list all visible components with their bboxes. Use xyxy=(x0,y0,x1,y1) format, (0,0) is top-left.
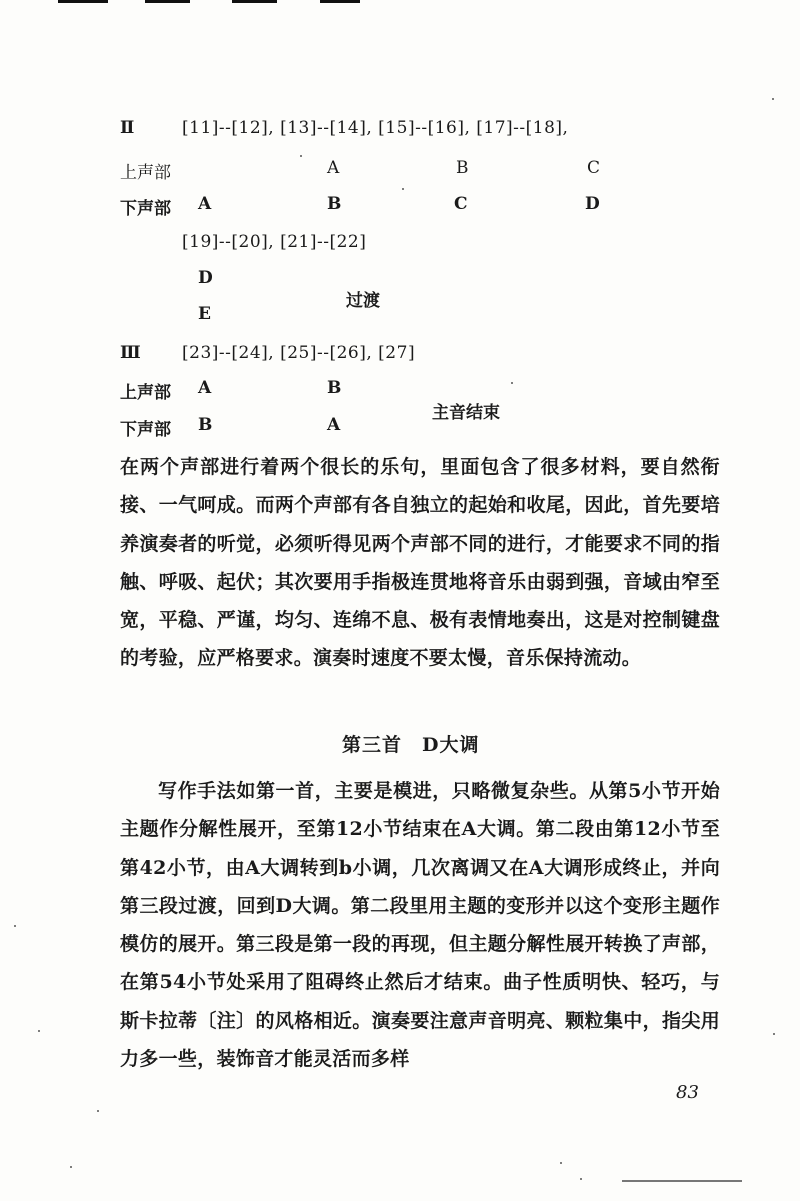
scan-edge-mark xyxy=(320,0,360,3)
section2-measures-line2: [19]--[20], [21]--[22] xyxy=(182,232,367,252)
section-roman-3: Ⅲ xyxy=(120,343,141,363)
section-heading: 第三首 D大调 xyxy=(342,734,480,756)
scan-speck xyxy=(580,1178,582,1180)
scan-speck xyxy=(773,1033,775,1035)
scan-speck xyxy=(402,188,404,190)
section2-measures-line1: [11]--[12], [13]--[14], [15]--[16], [17]--[18], xyxy=(182,118,569,138)
upper-voice-phrase: A xyxy=(198,378,212,398)
transition-phrase-d: D xyxy=(198,268,213,288)
lower-voice-phrase: C xyxy=(454,194,468,214)
scan-speck xyxy=(38,1030,40,1032)
scan-speck xyxy=(300,155,302,157)
upper-voice-phrase: B xyxy=(456,158,469,178)
section3-measures: [23]--[24], [25]--[26], [27] xyxy=(182,343,416,363)
lower-voice-phrase: B xyxy=(327,194,342,214)
upper-voice-phrase: C xyxy=(587,158,601,178)
upper-voice-phrase: B xyxy=(327,378,342,398)
lower-voice-phrase: A xyxy=(327,415,341,435)
lower-voice-label: 下声部 xyxy=(120,199,171,219)
scan-speck xyxy=(97,1110,99,1112)
scan-speck xyxy=(14,925,16,927)
lower-voice-phrase: A xyxy=(198,194,212,214)
scan-edge-mark xyxy=(232,0,277,3)
scan-speck xyxy=(511,382,513,384)
lower-voice-label: 下声部 xyxy=(120,420,171,440)
body-paragraph-2: 写作手法如第一首，主要是模进，只略微复杂些。从第5小节开始主题作分解性展开，至第12小节结束在A大调。第二段由第12小节至第42小节，由A大调转到b小调，几次离调又在A大调形成终止，并向第三段过渡，回到D大调。第二段里用主题的变形并以这个变形主题作模仿的展开。第三段是第一段的再现，但主题分解性展开转换了声部，在第54小节处采用了阻碍终止然后才结束。曲子性质明快、轻巧，与斯卡拉蒂〔注〕的风格相近。演奏要注意声音明亮、颗粒集中，指尖用力多一些，装饰音才能灵活而多样 xyxy=(120,780,720,1071)
upper-voice-phrase: A xyxy=(327,158,340,178)
upper-voice-label: 上声部 xyxy=(120,163,171,183)
upper-voice-label: 上声部 xyxy=(120,383,171,403)
page-number: 83 xyxy=(676,1082,699,1103)
tonic-ending-label: 主音结束 xyxy=(432,403,500,423)
body-paragraph-1: 在两个声部进行着两个很长的乐句，里面包含了很多材料，要自然衔接、一气呵成。而两个声部有各自独立的起始和收尾，因此，首先要培养演奏者的听觉，必须听得见两个声部不同的进行，才能要求不同的指触、呼吸、起伏；其次要用手指极连贯地将音乐由弱到强，音域由窄至宽，平稳、严谨，均匀、连绵不息、极有表情地奏出，这是对控制键盘的考验，应严格要求。演奏时速度不要太慢，音乐保持流动。 xyxy=(120,456,720,670)
lower-voice-phrase: B xyxy=(198,415,213,435)
transition-phrase-e: E xyxy=(198,304,211,324)
scan-edge-mark xyxy=(58,0,108,3)
transition-label: 过渡 xyxy=(346,291,380,311)
scan-edge-mark xyxy=(622,1180,742,1182)
scan-edge-mark xyxy=(145,0,190,3)
scan-speck xyxy=(772,98,774,100)
scan-speck xyxy=(70,1166,72,1168)
section-roman-2: Ⅱ xyxy=(120,118,135,138)
scan-speck xyxy=(560,1162,562,1164)
lower-voice-phrase: D xyxy=(585,194,600,214)
